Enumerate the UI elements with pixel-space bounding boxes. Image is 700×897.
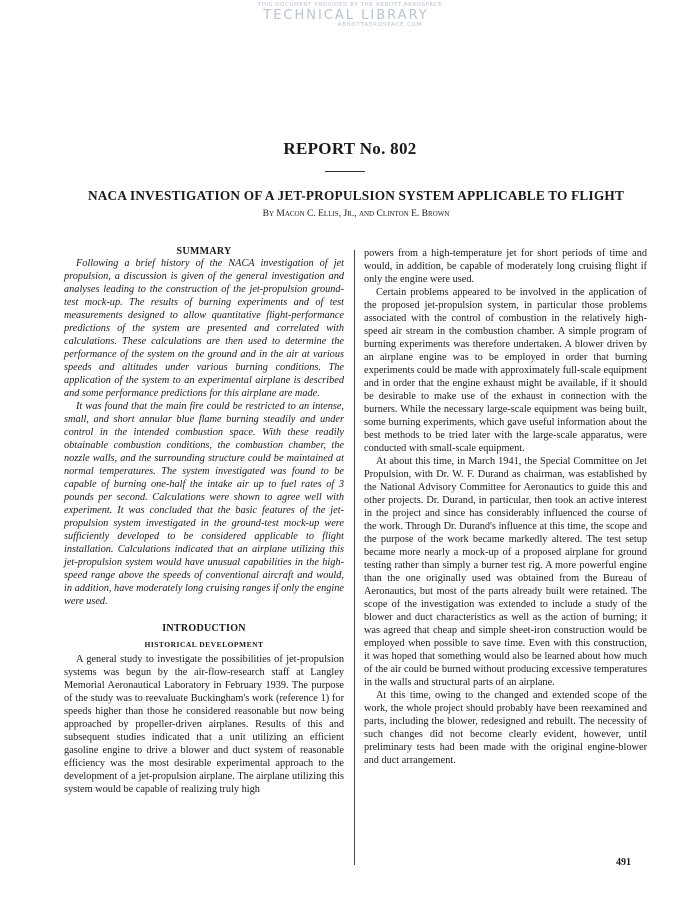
summary-paragraph-2: It was found that the main fire could be restricted to an intense, small, and short annular blue flame burning steadily and under control in the intended combustion space. With these readily obtainable combustion conditions, the combustion chamber, the nozzle walls, and the surrounding structure could be maintained at normal temperatures. The system investigated was found to be capable of burning one-half the intake air up to fuel rates of 3 pounds per second. Calculations were shown to agree well with experiment. It was concluded that the basic features of the jet-propulsion system investigated in the ground-test mock-up were sufficiently developed to be considered applicable to flight installation. Calculations indicated that an airplane utilizing this jet-propulsion system would have unusual capabilities in the high-speed range above the speeds of conventional aircraft and would, in addition, have moderately long cruising ranges if only the engine were used. [64, 401, 344, 607]
watermark-url: ABBOTTAEROSPACE.COM [337, 22, 423, 28]
summary-paragraph-1: Following a brief history of the NACA investigation of jet propulsion, a discussion is given of the general investigation and analyses leading to the construction of the jet-propulsion ground-test mock-up. The results of burning experiments and of test measurements designed to allow quantitative flight-performance predictions of the system are presented and correlated with calculations. These calculations are then used to determine the performance of the system on the ground and in the air at various speeds and altitudes under various burning conditions. The application of the system to an experimental airplane is described and some performance predictions for this airplane are made. [64, 258, 344, 399]
watermark-provider-line: THIS DOCUMENT PROVIDED BY THE ABBOTT AEROSPACE [257, 2, 443, 8]
authors-line: By Macon C. Ellis, Jr., and Clinton E. Brown [262, 209, 450, 219]
report-number: REPORT No. 802 [283, 139, 417, 158]
intro-paragraph-4: At this time, owing to the changed and extended scope of the work, the whole project should probably have been reexamined and parts, including the blower, redesigned and rebuilt. The necessity of such changes did not become clearly evident, however, until preliminary tests had been made with the original engine-blower and duct arrangement. [364, 690, 647, 766]
column-divider [354, 250, 355, 865]
watermark-library-name: TECHNICAL LIBRARY [263, 8, 429, 23]
watermark [0, 2, 700, 29]
intro-paragraph-2: Certain problems appeared to be involved in the application of the proposed jet-propulsion system, in particular those problems associated with the control of combustion in the relatively high-speed air stream in the combustion chamber. A simple program of burning experiments was therefore undertaken. A blower driven by an airplane engine was to be employed in order that burning experiments could be made with approximately full-scale equipment and in order that the engine exhaust might be available, if it should be desirable to make use of the exhaust in connection with the burners. While the necessary large-scale equipment was being built, some burning experiments, which gave useful information about the best methods to be tried later with the large-scale apparatus, were conducted with small-scale equipment. [364, 287, 647, 454]
historical-development-subheading: HISTORICAL DEVELOPMENT [144, 640, 264, 649]
intro-paragraph-1: A general study to investigate the possibilities of jet-propulsion systems was begun by the air-flow-research staff at Langley Memorial Aeronautical Laboratory in February 1939. The purpose of the study was to reevaluate Buckingham's work (reference 1) for speeds higher than those he considered reasonable but now being approached by propeller-driven airplanes. Results of this and subsequent studies indicated that a unit utilizing an efficient gasoline engine to drive a blower and duct system of reasonable efficiency was the most desirable experimental approach to the development of a jet-propulsion airplane. The airplane utilizing this system would be capable of realizing truly high [64, 654, 344, 795]
paper-title: NACA INVESTIGATION OF A JET-PROPULSION SYSTEM APPLICABLE TO FLIGHT [87, 188, 625, 203]
left-column [64, 246, 344, 796]
introduction-section [64, 622, 344, 796]
intro-paragraph-continued: powers from a high-temperature jet for short periods of time and would, in addition, be capable of moderately long cruising flight if only the engine were used. [364, 248, 647, 285]
title-divider [325, 171, 365, 172]
page-number: 491 [616, 857, 631, 868]
intro-paragraph-3: At about this time, in March 1941, the Special Committee on Jet Propulsion, with Dr. W. F. Durand as chairman, was established by the National Advisory Committee for Aeronautics to guide this and other projects. Dr. Durand, in particular, then took an active interest in the project and since has considerably influenced the course of the work. Through Dr. Durand's influence at this time, the scope and the purpose of the work became markedly altered. The test setup became more nearly a mock-up of a proposed airplane for ground testing rather than simply a burner test rig. A more powerful engine than the one originally used was obtained from the Bureau of Aeronautics, but most of the parts already built were retained. The scope of the investigation was extended to include a study of the blower and duct characteristics as well as the action of burning; it was agreed that cheap and simple sheet-iron construction would be employed when possible to save time. Even with this construction, it was hoped that something would also be learned about how much of the air could be burned without producing excessive temperatures in the walls and structural parts of an airplane. [364, 456, 647, 688]
summary-heading: SUMMARY [176, 246, 232, 257]
introduction-heading: INTRODUCTION [162, 623, 246, 634]
right-column [364, 247, 647, 767]
